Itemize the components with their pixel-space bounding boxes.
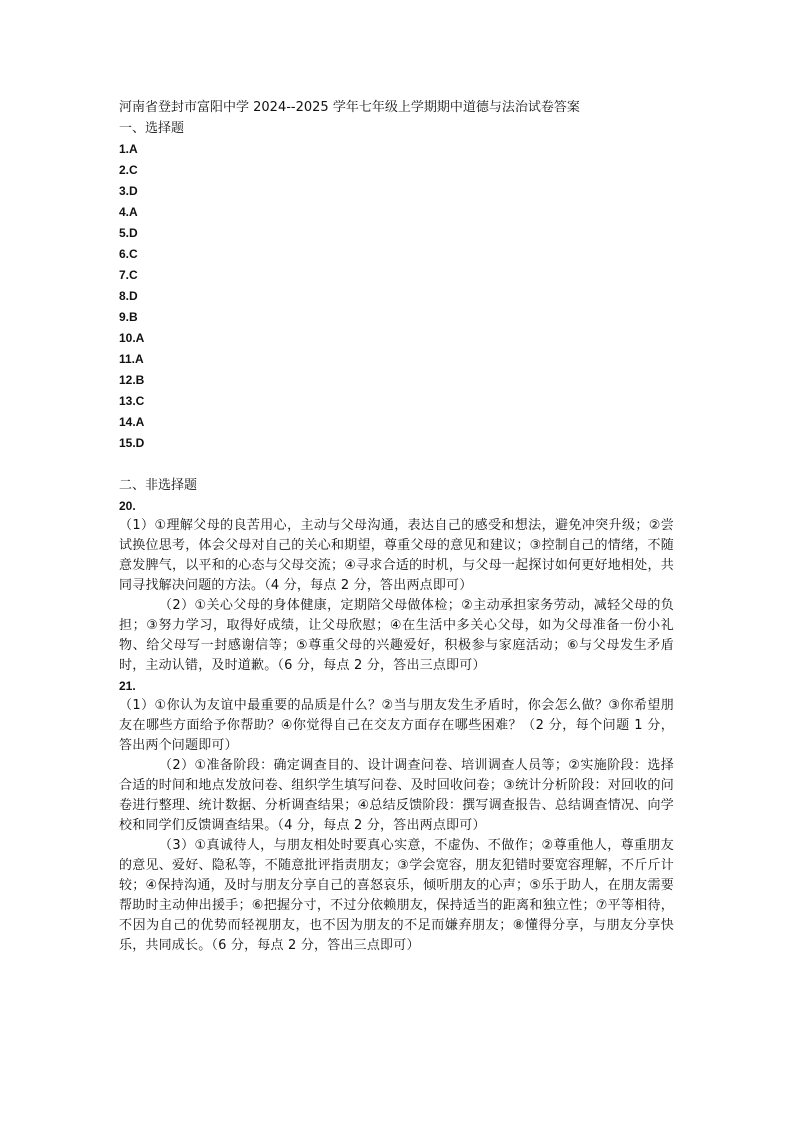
section-heading-nonchoice: 二、非选择题 [119, 478, 198, 493]
choice-answer: 7.C [119, 268, 138, 282]
choice-answer: 6.C [119, 247, 138, 261]
choice-answer: 1.A [119, 142, 138, 156]
answer-21-part-2: （2）①准备阶段：确定调查目的、设计调查问卷、培训调查人员等；②实施阶段：选择合适的时间和地点发放问卷、组织学生填写问卷、及时回收问卷；③统计分析阶段：对回收的问卷进行整理、统计数据、分析调查结果；④总结反馈阶段：撰写调查报告、总结调查情况、向学校和同学们反馈调查结果。（4 分，每点 2 分，答出两点即可） [119, 758, 674, 833]
choice-answer: 4.A [119, 205, 138, 219]
choice-answer: 5.D [119, 226, 138, 240]
choice-answer: 8.D [119, 289, 138, 303]
choice-answer: 15.D [119, 436, 145, 450]
question-number-21: 21. [119, 679, 136, 693]
choice-answer: 9.B [119, 310, 138, 324]
choice-answer: 2.C [119, 163, 138, 177]
choice-answer: 3.D [119, 184, 138, 198]
choice-answer: 10.A [119, 331, 145, 345]
choice-answer: 13.C [119, 394, 145, 408]
section-heading-choice: 一、选择题 [119, 121, 185, 136]
question-number-20: 20. [119, 499, 136, 513]
document-title: 河南省登封市富阳中学 2024--2025 学年七年级上学期期中道德与法治试卷答案 [119, 100, 580, 115]
answer-document [119, 97, 679, 956]
answer-21-part-3: （3）①真诚待人，与朋友相处时要真心实意，不虚伪、不做作；②尊重他人，尊重朋友的意见、爱好、隐私等，不随意批评指责朋友；③学会宽容，朋友犯错时要宽容理解，不斤斤计较；④保持沟通，及时与朋友分享自己的喜怒哀乐，倾听朋友的心声；⑤乐于助人，在朋友需要帮助时主动伸出援手；⑥把握分寸，不过分依赖朋友，保持适当的距离和独立性；⑦平等相待，不因为自己的优势而轻视朋友，也不因为朋友的不足而嫌弃朋友；⑧懂得分享，与朋友分享快乐，共同成长。（6 分，每点 2 分，答出三点即可） [119, 838, 674, 953]
choice-answer: 12.B [119, 373, 145, 387]
answer-20-part-2: （2）①关心父母的身体健康，定期陪父母做体检；②主动承担家务劳动，减轻父母的负担；③努力学习，取得好成绩，让父母欣慰；④在生活中多关心父母，如为父母准备一份小礼物、给父母写一封感谢信等；⑤尊重父母的兴趣爱好，积极参与家庭活动；⑥与父母发生矛盾时，主动认错，及时道歉。（6 分，每点 2 分，答出三点即可） [119, 598, 674, 673]
choice-answer-list [119, 139, 679, 454]
section-gap [119, 454, 679, 475]
choice-answer: 11.A [119, 352, 144, 366]
answer-20-part-1: （1）①理解父母的良苦用心，主动与父母沟通，表达自己的感受和想法，避免冲突升级；②尝试换位思考，体会父母对自己的关心和期望，尊重父母的意见和建议；③控制自己的情绪，不随意发脾气，以平和的心态与父母交流；④寻求合适的时机，与父母一起探讨如何更好地相处，共同寻找解决问题的方法。（4 分，每点 2 分，答出两点即可） [119, 518, 674, 593]
answer-21-part-1: （1）①你认为友谊中最重要的品质是什么？②当与朋友发生矛盾时，你会怎么做？③你希望朋友在哪些方面给予你帮助？④你觉得自己在交友方面存在哪些困难？（2 分，每个问题 1 分，答出两个问题即可） [119, 698, 674, 753]
choice-answer: 14.A [119, 415, 145, 429]
